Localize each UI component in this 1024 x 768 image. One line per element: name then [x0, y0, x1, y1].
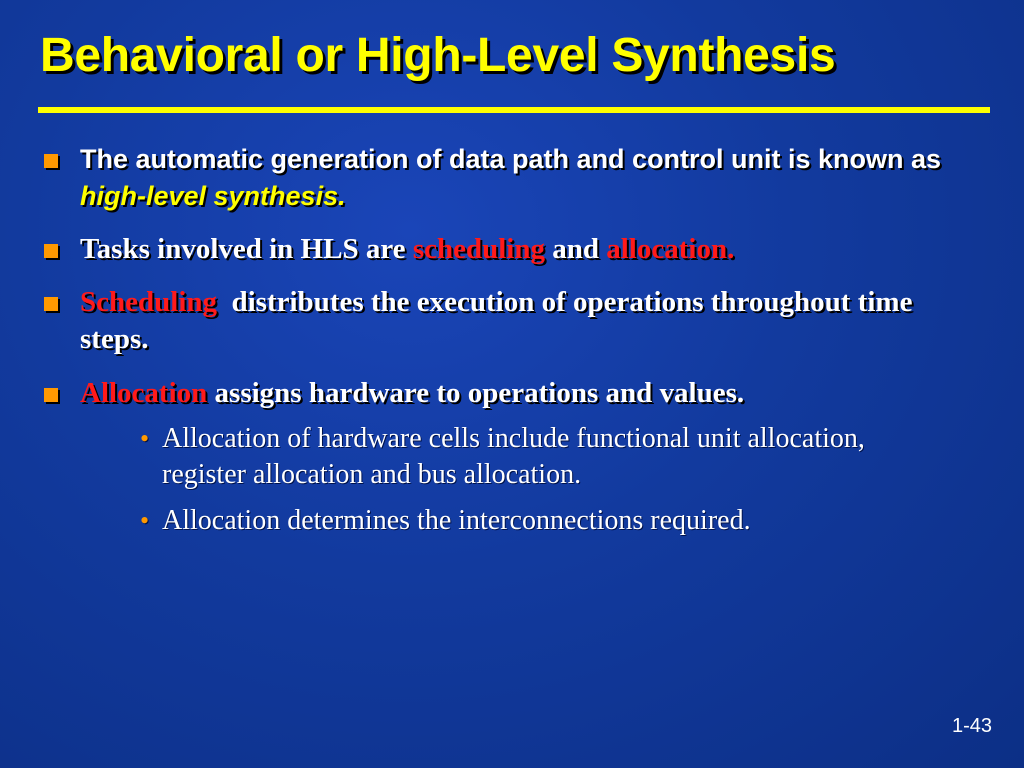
bullet-4	[44, 375, 974, 412]
square-bullet-icon	[44, 388, 58, 402]
bullet-2	[44, 231, 974, 268]
sub-bullet-1	[140, 421, 920, 493]
bullet-1-body: The automatic generation of data path and control unit is known as	[80, 144, 942, 174]
bullet-2-term-scheduling: scheduling	[412, 233, 545, 265]
sub-bullet-marker: •	[140, 424, 150, 453]
bullet-4-term: Allocation	[80, 377, 208, 409]
bullet-3-term: Scheduling	[80, 286, 217, 318]
bullet-1-text	[80, 141, 974, 215]
slide-title: Behavioral or High-Level Synthesis	[40, 29, 836, 82]
bullet-2-term-allocation: allocation.	[606, 233, 735, 265]
sub-bullet-2-text: Allocation determines the interconnections required.	[162, 505, 751, 536]
sub-bullet-2	[140, 503, 920, 539]
bullet-4-text	[80, 375, 744, 412]
square-bullet-icon	[44, 244, 58, 258]
square-bullet-icon	[44, 297, 58, 311]
bullet-2-body: Tasks involved in HLS are	[80, 233, 413, 265]
bullet-2-text	[80, 231, 734, 268]
bullet-4-body: assigns hardware to operations and values.	[207, 377, 745, 409]
bullet-1	[44, 141, 974, 215]
bullet-3-text	[80, 284, 974, 358]
bullet-3	[44, 284, 974, 358]
bullet-2-middle: and	[544, 233, 607, 265]
bullet-1-highlight: high-level synthesis.	[80, 181, 346, 211]
square-bullet-icon	[44, 154, 58, 168]
page-number: 1-43	[951, 715, 992, 737]
bullet-3-body: distributes the execution of operations throughout time steps.	[80, 286, 920, 355]
sub-bullet-1-text: Allocation of hardware cells include functional unit allocation, register allocation and bus allocation.	[162, 423, 865, 490]
sub-bullet-marker: •	[140, 506, 150, 535]
title-underline	[38, 107, 990, 113]
